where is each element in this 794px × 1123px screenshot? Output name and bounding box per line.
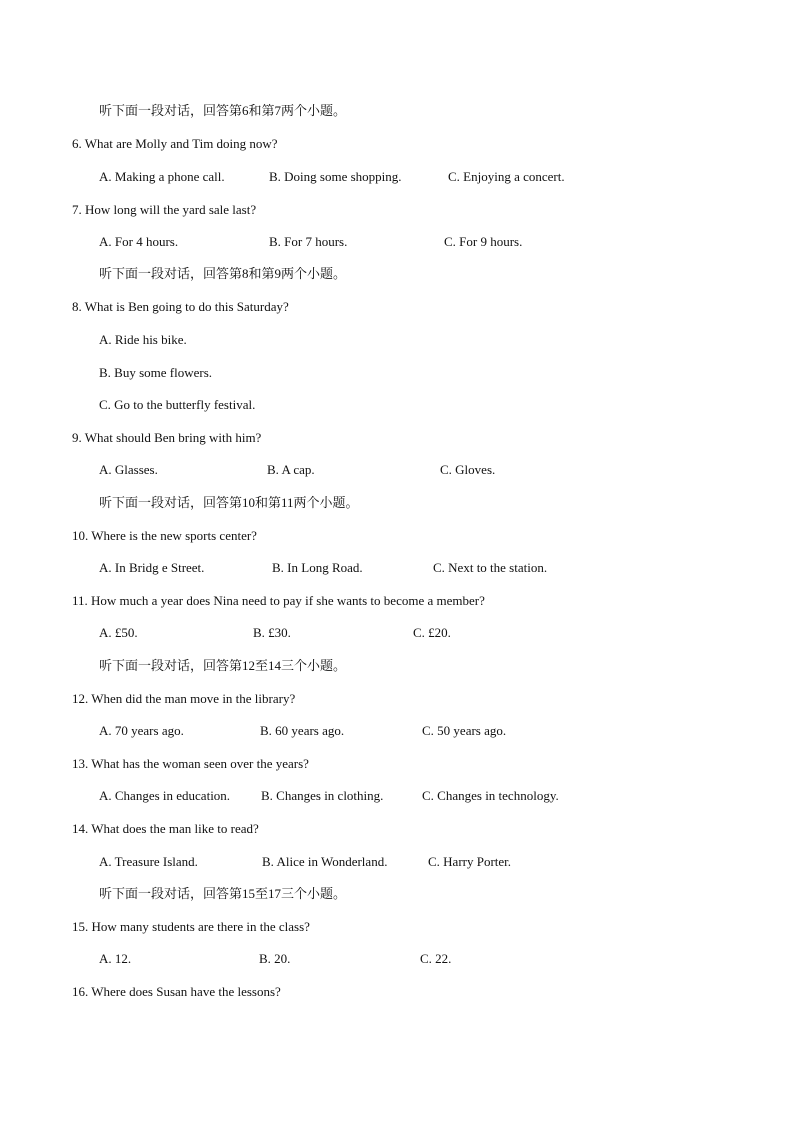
option-6a: A. Making a phone call. xyxy=(99,169,225,184)
option-12a: A. 70 years ago. xyxy=(99,723,184,738)
section-instruction-8-9: 听下面一段对话，回答第8和第9两个小题。 xyxy=(99,266,347,281)
section-instruction-15-17: 听下面一段对话，回答第15至17三个小题。 xyxy=(99,886,347,901)
question-12: 12. When did the man move in the library? xyxy=(72,691,296,706)
question-6: 6. What are Molly and Tim doing now? xyxy=(72,136,278,151)
option-8a: A. Ride his bike. xyxy=(99,332,187,347)
section-instruction-12-14: 听下面一段对话，回答第12至14三个小题。 xyxy=(99,658,347,673)
option-7b: B. For 7 hours. xyxy=(269,234,348,249)
option-9c: C. Gloves. xyxy=(440,462,496,477)
options-row-12 xyxy=(0,723,794,739)
option-10b: B. In Long Road. xyxy=(272,560,363,575)
question-8: 8. What is Ben going to do this Saturday? xyxy=(72,299,289,314)
question-11: 11. How much a year does Nina need to pay if she wants to become a member? xyxy=(72,593,485,608)
option-11a: A. £50. xyxy=(99,625,138,640)
options-row-14 xyxy=(0,854,794,870)
option-8b: B. Buy some flowers. xyxy=(99,365,213,380)
question-10: 10. Where is the new sports center? xyxy=(72,528,257,543)
question-15: 15. How many students are there in the class? xyxy=(72,919,310,934)
options-row-6 xyxy=(0,169,794,185)
option-12c: C. 50 years ago. xyxy=(422,723,507,738)
option-15c: C. 22. xyxy=(420,951,452,966)
option-14c: C. Harry Porter. xyxy=(428,854,512,869)
options-row-15 xyxy=(0,951,794,967)
option-12b: B. 60 years ago. xyxy=(260,723,345,738)
section-instruction-6-7: 听下面一段对话，回答第6和第7两个小题。 xyxy=(99,103,347,118)
question-9: 9. What should Ben bring with him? xyxy=(72,430,262,445)
question-14: 14. What does the man like to read? xyxy=(72,821,259,836)
question-7: 7. How long will the yard sale last? xyxy=(72,202,257,217)
options-row-7 xyxy=(0,234,794,250)
option-15b: B. 20. xyxy=(259,951,291,966)
option-13b: B. Changes in clothing. xyxy=(261,788,384,803)
option-10a: A. In Bridg e Street. xyxy=(99,560,205,575)
options-row-9 xyxy=(0,462,794,478)
option-9a: A. Glasses. xyxy=(99,462,158,477)
option-10c: C. Next to the station. xyxy=(433,560,548,575)
option-13c: C. Changes in technology. xyxy=(422,788,559,803)
question-13: 13. What has the woman seen over the years? xyxy=(72,756,309,771)
options-row-11 xyxy=(0,625,794,641)
options-row-10 xyxy=(0,560,794,576)
option-14a: A. Treasure Island. xyxy=(99,854,198,869)
option-9b: B. A cap. xyxy=(267,462,315,477)
option-6b: B. Doing some shopping. xyxy=(269,169,402,184)
option-13a: A. Changes in education. xyxy=(99,788,231,803)
option-7c: C. For 9 hours. xyxy=(444,234,523,249)
option-15a: A. 12. xyxy=(99,951,132,966)
option-11c: C. £20. xyxy=(413,625,451,640)
question-16: 16. Where does Susan have the lessons? xyxy=(72,984,281,999)
option-14b: B. Alice in Wonderland. xyxy=(262,854,388,869)
option-6c: C. Enjoying a concert. xyxy=(448,169,565,184)
options-row-13 xyxy=(0,788,794,804)
option-8c: C. Go to the butterfly festival. xyxy=(99,397,256,412)
option-11b: B. £30. xyxy=(253,625,291,640)
option-7a: A. For 4 hours. xyxy=(99,234,179,249)
section-instruction-10-11: 听下面一段对话，回答第10和第11两个小题。 xyxy=(99,495,359,510)
